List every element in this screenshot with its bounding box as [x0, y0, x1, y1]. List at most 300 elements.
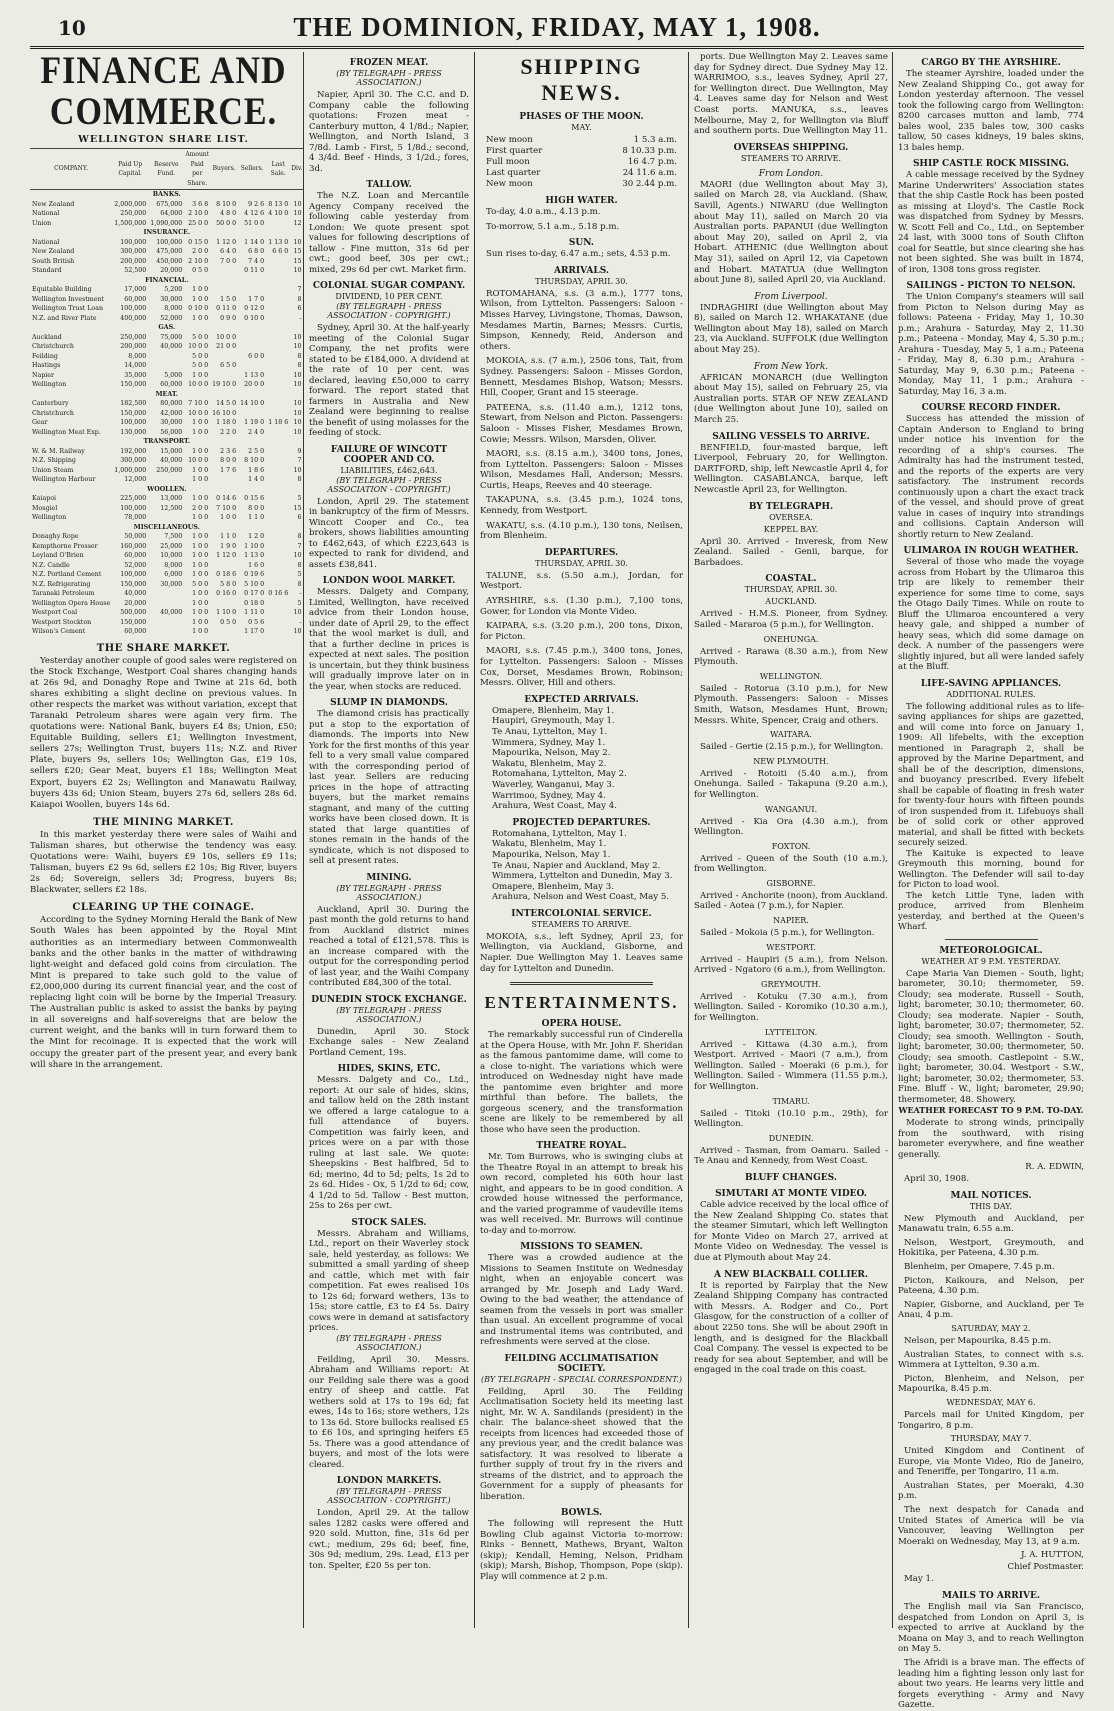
- share-cell: [266, 409, 290, 419]
- share-cell: 250,000: [120, 333, 147, 341]
- share-cell: 8 0 0: [220, 457, 237, 464]
- share-cell: 4 8 0: [220, 210, 237, 217]
- from-newyork-head: From New York.: [753, 361, 829, 372]
- london-markets-head: LONDON MARKETS.: [336, 1476, 442, 1486]
- bowls-head: BOWLS.: [560, 1508, 603, 1519]
- share-cell: 10: [293, 419, 302, 426]
- coinage-text: According to the Sydney Morning Herald the Bank of New South Wales has been appointed by the Royal Mint authorities as an intermediary between Commonwealth banks and the other banks in the matter of withdrawing light-weight and defaced gold coins from circulation. The Mint is prepared to take such gold to the value of £2,000,000 during its current financial year, and the cost of replacing light coin will be borne by the Imperial Treasury. The Australian public is asked to assist the banks by paying in all sovereigns and half-sovereigns that are below the current weight, and the banks will in turn forward them to the Mint for recoinage. It is expected that the work will occupy the greater part of the present year, and every bank will share in the arrangement.: [30, 915, 297, 1070]
- share-row: [30, 371, 304, 381]
- share-cell: 1 2 0: [248, 533, 265, 540]
- projected-departure-entry: Rotomahana, Lyttelton, May 1.: [492, 828, 627, 839]
- share-cell: Canterbury: [32, 400, 69, 407]
- acclimatisation-caption: (BY TELEGRAPH - SPECIAL CORRESPONDENT.): [480, 1374, 683, 1384]
- share-cell: 8 10 0: [244, 457, 265, 464]
- forecast-text: Moderate to strong winds, principally from the southward, with rising barometer everywhere, and fine weather generally.: [898, 1118, 1084, 1160]
- finance-section-title: FINANCE AND COMMERCE.: [40, 49, 287, 134]
- share-cell: [238, 361, 266, 371]
- tallow-text: The N.Z. Loan and Mercantile Agency Company received the following cable yesterday from London: We quote present spot values for following descriptions of tallow - Fine mutton, 31s 6d per cwt.; good beef, 30s per cwt.; mixed, 29s 6d per cwt. Market firm.: [309, 191, 469, 275]
- share-cell: 60,000: [160, 381, 183, 388]
- share-cell: [266, 551, 290, 561]
- port-name: TIMARU.: [772, 1096, 810, 1106]
- share-cell: 675,000: [156, 200, 183, 208]
- share-cell: 1 0 0: [192, 609, 209, 616]
- port-name: WANGANUI.: [764, 804, 818, 814]
- share-cell: 4 10 0: [268, 210, 289, 217]
- afridi-text: The Afridi is a brave man. The effects of leading him a fighting lesson only last for about two years. He learns very little and forgets everything - Army and Navy Gazette.: [898, 1658, 1084, 1711]
- weather-subhead: WEATHER AT 9 P.M. YESTERDAY.: [921, 956, 1061, 966]
- share-cell: 10 0 0: [216, 333, 237, 341]
- share-cell: 200,000: [120, 257, 147, 265]
- overseas-shipping-column: [694, 52, 888, 1630]
- share-cell: 500,000: [120, 609, 147, 616]
- share-cell: 20 0 0: [244, 381, 265, 388]
- port-report: Sailed - Titoki (10.10 p.m., 29th), for Wellington.: [694, 1108, 888, 1130]
- share-cell: 2 4 0: [248, 428, 265, 436]
- port-name: WAITARA.: [770, 730, 812, 740]
- blackball-collier-head: A NEW BLACKBALL COLLIER.: [713, 1269, 869, 1280]
- share-cell: 300,000: [120, 457, 147, 464]
- share-cell: 8: [297, 352, 302, 360]
- share-cell: [266, 580, 290, 590]
- share-cell: 10: [293, 333, 302, 341]
- share-cell: [266, 304, 290, 314]
- arrivals-head: ARRIVALS.: [553, 265, 610, 276]
- share-cell: 10: [293, 466, 302, 474]
- share-cell: [266, 608, 290, 618]
- share-cell: 1 10 0: [216, 609, 237, 616]
- mail-today-list: [898, 1214, 1084, 1321]
- share-row: [30, 618, 304, 628]
- shipping-news-title: SHIPPING NEWS.: [520, 54, 643, 105]
- share-cell: 10: [293, 409, 302, 417]
- share-cell: 30,000: [160, 580, 183, 588]
- high-water-today: To-day, 4.0 a.m., 4.13 p.m.: [486, 207, 601, 217]
- share-cell: Taranaki Petroleum: [32, 590, 95, 597]
- share-cell: 5 0 0: [192, 362, 209, 369]
- moon-phase-label: Full moon: [486, 157, 530, 167]
- share-cell: 0 5 0: [192, 267, 209, 274]
- share-cell: 5 0 0: [192, 580, 209, 588]
- share-cell: 8,000: [164, 305, 183, 312]
- sun-text: Sun rises to-day, 6.47 a.m.; sets, 4.53 p.m.: [486, 249, 671, 260]
- port-report: Arrived - H.M.S. Pioneer, from Sydney. Sailed - Mararoa (5 p.m.), for Wellington.: [694, 609, 888, 630]
- london-wool-text: Messrs. Dalgety and Company, Limited, Wellington, have received advice from their London house, under date of April 29, to the effect that the wool market is dull, and that a further decline in prices is expected at next sales. The position is uncertain, but they think business will gradually improve later on in the year, when stocks are reduced.: [309, 587, 469, 692]
- share-cell: 20,000: [160, 267, 183, 274]
- share-cell: [210, 475, 238, 485]
- coastal-head: COASTAL.: [765, 574, 817, 585]
- share-cell: 8,000: [164, 561, 183, 569]
- entertainment-shipping-column: [480, 52, 683, 1630]
- share-cell: 100,000: [120, 419, 147, 426]
- frozen-meat-caption: (BY TELEGRAPH - PRESS ASSOCIATION.): [336, 69, 442, 87]
- share-cell: 1 17 0: [244, 628, 265, 635]
- mail-entry: Australian States, to connect with s.s. Wimmera at Lyttelton, 9.30 a.m.: [898, 1349, 1084, 1371]
- share-column-header: Div.: [290, 149, 303, 190]
- dunedin-caption: (BY TELEGRAPH - PRESS ASSOCIATION.): [336, 1005, 442, 1024]
- moon-phases-list: [480, 135, 683, 190]
- overseas-shipping-head: OVERSEAS SHIPPING.: [733, 142, 849, 153]
- page-number: 10: [58, 16, 86, 40]
- share-cell: 5 8 0: [220, 580, 237, 588]
- share-cell: [238, 285, 266, 295]
- share-cell: 475,000: [156, 248, 183, 255]
- share-cell: 50 0 0: [216, 219, 237, 227]
- share-cell: 1 7 0: [248, 295, 265, 303]
- mails-to-arrive-head: MAILS TO ARRIVE.: [942, 1591, 1040, 1602]
- intercolonial-subhead: STEAMERS TO ARRIVE.: [531, 919, 632, 929]
- share-cell: 1 0 0: [192, 599, 209, 607]
- share-row: [30, 333, 304, 343]
- share-cell: 1 11 0: [244, 609, 265, 616]
- diamonds-text: The diamond crisis has practically put a stop to the exportation of diamonds. The imports into New York for the first months of this year fell to a very small value compared with the corresponding period of last year. Sellers are reducing prices in the hope of attracting buyers, but the market remains stagnant, and many of the cutting works have been closed down. It is stated that large quantities of stones remain in the hands of the syndicate, which is not disposed to sell at present rates.: [309, 709, 469, 866]
- port-report: Sailed - Gertie (2.15 p.m.), for Wellington.: [700, 742, 884, 753]
- port-report: Arrived - Kotuku (7.30 a.m.), from Wellington. Sailed - Koromiko (10.30 a.m.), for Wellington.: [694, 991, 888, 1024]
- share-row: [30, 428, 304, 438]
- sugar-caption: (BY TELEGRAPH - PRESS ASSOCIATION - COPYRIGHT.): [327, 302, 451, 320]
- share-cell: 150,000: [120, 618, 147, 626]
- expected-arrival-entry: Mapourika, Nelson, May 2.: [492, 748, 611, 759]
- share-cell: 5 0 0: [192, 352, 209, 360]
- share-cell: [148, 475, 184, 485]
- share-cell: Wellington Meat Exp.: [32, 428, 101, 436]
- share-cell: [266, 599, 290, 609]
- london-markets-caption: (BY TELEGRAPH - PRESS ASSOCIATION - COPYRIGHT.): [327, 1487, 451, 1505]
- port-name: AUCKLAND.: [765, 597, 817, 607]
- arrival-entry: MAORI, s.s. (8.15 a.m.), 3400 tons, Jones, from Lyttelton. Passengers: Saloon - Misses Wilson, Mesdames Hall, Anderson; Messrs. Curtis, Heaps, Reeves and 40 steerage.: [480, 449, 683, 491]
- share-cell: New Zealand: [32, 248, 75, 255]
- share-cell: Gear: [32, 419, 48, 426]
- share-cell: [266, 475, 290, 485]
- share-cell: 9: [297, 447, 302, 455]
- share-market-text: Yesterday another couple of good sales were registered on the Stock Exchange, Westport Coal shares changing hands at 26s 9d, and Donaghy Rope and Twine at 21s 6d, both shares exhibiting a slight decline on previous values. In other respects the market was without variation, except that Taranaki Petroleum shares were again very firm. The quotations were: National Bank, buyers £4 8s; Union, £50; Equitable Building, sellers £1; Wellington Investment, sellers 27s; Wellington Trust, buyers 11s; N.Z. and River Plate, buyers 9s, sellers 10s; Wellington Gas, £19 10s, sellers £20; Gear Meat, buyers £1 18s; Wellington Meat Export, buyers £2 2s; Wellington and Manawatu Railway, buyers 43s 6d; Union Steam, buyers 27s 6d, sellers 28s 6d. Kaiapoi Woollen, buyers 14s 6d.: [30, 655, 297, 810]
- expected-arrival-entry: Te Anau, Lyttelton, May 1.: [492, 726, 608, 737]
- arrival-entry: WAKATU, s.s. (4.10 p.m.), 130 tons, Neilsen, from Blenheim.: [480, 520, 683, 542]
- moon-phase-value: 8 10.33 p.m.: [622, 146, 677, 156]
- share-cell: Wilson's Cement: [32, 628, 86, 635]
- share-row: [30, 570, 304, 580]
- coastal-date: THURSDAY, APRIL 30.: [744, 585, 838, 595]
- share-cell: -: [299, 314, 302, 322]
- share-cell: 6 4 0: [220, 248, 237, 255]
- share-cell: 7: [297, 542, 302, 550]
- share-cell: [148, 627, 184, 637]
- tallow-head: TALLOW.: [366, 180, 412, 190]
- share-column-header: Last Sale.: [266, 149, 290, 190]
- little-tyne-text: The ketch Little Tyne, laden with produce, arrived from Blenheim yesterday, and berthed at the Queen's Wharf.: [898, 890, 1084, 932]
- share-cell: Union Steam: [32, 466, 74, 474]
- share-cell: 0 17 0: [244, 590, 265, 597]
- share-cell: 400,000: [120, 314, 147, 322]
- kaituke-text: The Kaituke is expected to leave Greymouth this morning, bound for Wellington. The Defender will sail to-day for Picton to load wool.: [898, 848, 1084, 890]
- share-cell: 8: [297, 561, 302, 569]
- share-cell: [266, 361, 290, 371]
- port-report: Arrived - Rarawa (8.30 a.m.), from New Plymouth.: [694, 646, 888, 668]
- share-cell: 0 19 6: [244, 571, 265, 578]
- mining-text: Auckland, April 30. During the past month the gold returns to hand from Auckland district mines reached a total of £121,578. This is an increase compared with the output for the corresponding period of last year, and the Waihi Company contributed £84,300 of the total.: [309, 904, 469, 988]
- share-cell: 2 5 0: [248, 447, 265, 455]
- share-cell: [266, 295, 290, 305]
- share-cell: 1 0 0: [192, 628, 209, 635]
- share-row: [30, 399, 304, 409]
- mail-entry: Australian States, per Moeraki, 4.30 p.m.: [898, 1480, 1084, 1502]
- share-cell: [210, 599, 238, 609]
- share-cell: 1 0 0: [192, 495, 209, 502]
- share-cell: 0 10 0: [188, 305, 209, 312]
- share-cell: N.Z. Candle: [32, 561, 70, 569]
- arrival-entry: PATEENA, s.s. (11.40 a.m.), 1212 tons, Stewart, from Nelson and Picton. Passengers: Saloon - Misses Fisher, Mesdames Brown, Cowie; Messrs. Wilson, Marsden, Oliver.: [480, 402, 683, 445]
- share-cell: 8 10 0: [216, 200, 237, 208]
- mail-date: May 1.: [904, 1574, 934, 1585]
- failure-caption: (BY TELEGRAPH - PRESS ASSOCIATION - COPYRIGHT.): [327, 475, 451, 494]
- share-cell: 0 15 0: [188, 238, 209, 246]
- share-cell: 1 13 0: [268, 238, 289, 246]
- failure-head: FAILURE OF WINCOTT COOPER AND CO.: [330, 444, 448, 465]
- share-cell: 0 11 0: [244, 267, 265, 274]
- expected-arrival-entry: Wakatu, Blenheim, May 2.: [492, 758, 607, 769]
- postmaster-title: Chief Postmaster.: [1007, 1562, 1084, 1573]
- mining-head: MINING.: [366, 872, 412, 883]
- london-vessels-text: MAORI (due Wellington about May 3), sailed on March 28, via Auckland. (Shaw, Savill, Agents.) NIWARU (due Wellington about May 11), sailed on March 20 via Australian ports. PAPANUI (due Wellington about May 20), sailed on April 2, via Hobart. ATHENIC (due Wellington about May 31), sailed on April 12, via Capetown and Hobart. MATATUA (due Wellington about June 8), sailed April 20, via Auckland.: [694, 179, 888, 286]
- moon-phase-row: [480, 146, 683, 157]
- expected-arrival-entry: Arahura, West Coast, May 4.: [492, 801, 617, 812]
- mails-to-arrive-text: The English mail via San Francisco, despatched from London on April 3, is expected to arrive at Auckland by the Moana on May 3, and to reach Wellington on May 5.: [898, 1602, 1084, 1655]
- share-cell: [210, 561, 238, 571]
- high-water-head: HIGH WATER.: [545, 196, 618, 206]
- share-group-row: [30, 190, 304, 200]
- share-cell: South British: [32, 257, 75, 265]
- share-row: [30, 589, 304, 599]
- share-row: [30, 295, 304, 305]
- feilding-caption: (BY TELEGRAPH - PRESS ASSOCIATION.): [336, 1333, 442, 1352]
- port-report: Arrived - Anchorite (noon), from Auckland. Sailed - Aotea (7 p.m.), for Napier.: [694, 890, 888, 912]
- missions-head: MISSIONS TO SEAMEN.: [520, 1242, 643, 1253]
- share-cell: -: [299, 590, 302, 597]
- share-cell: 14 5 0: [216, 400, 237, 407]
- share-cell: [266, 352, 290, 362]
- share-cell: Wellington: [32, 381, 67, 388]
- share-row: [30, 504, 304, 514]
- share-list-table: [30, 148, 304, 637]
- share-column-header: Amount Paid per Share.: [184, 149, 210, 190]
- section-divider: [945, 939, 1038, 940]
- bowls-text: The following will represent the Hutt Bowling Club against Victoria to-morrow: Rinks - Bennett, Mathews, Bryant, Walton (skip); Kendall, Heming, Nelson, Pridham (skip); Marsh, Bishop, Thompson, Pope (skip). Play will commence at 2 p.m.: [480, 1519, 683, 1582]
- coastal-ports-list: [694, 597, 888, 1167]
- share-cell: [148, 589, 184, 599]
- share-cell: 1 0 0: [192, 419, 209, 426]
- ayrshire-cargo-text: The steamer Ayrshire, loaded under the New Zealand Shipping Co., got away for London yesterday afternoon. The vessel took the following cargo from Wellington: 8200 carcases mutton and lamb, 774 bales wool, 235 bales tow, 300 casks tallow, 50 cases kidneys, 19 bales skins, 13 bales hemp.: [898, 69, 1084, 153]
- share-cell: [266, 494, 290, 504]
- port-name: WELLINGTON.: [759, 671, 823, 681]
- share-row: [30, 304, 304, 314]
- share-cell: Union: [32, 219, 52, 227]
- london-markets-text: London, April 29. At the tallow sales 1282 casks were offered and 920 sold. Mutton, fine, 31s 6d per cwt.; medium, 29s 6d; beef, fine, 30s 9d; medium, 29s. Lead, £13 per ton. Spelter, £20 5s per ton.: [309, 1508, 469, 1571]
- share-cell: 25 0 0: [188, 219, 209, 227]
- moon-phases-head: PHASES OF THE MOON.: [519, 112, 644, 122]
- share-row: [30, 342, 304, 352]
- share-cell: 6 8 0: [248, 248, 265, 255]
- diamonds-head: SLUMP IN DIAMONDS.: [330, 698, 448, 708]
- share-cell: 8: [297, 533, 302, 540]
- share-cell: National: [32, 238, 60, 246]
- liverpool-vessels-text: INDRAGHIRI (due Wellington about May 8), sailed on March 12. WHAKATANE (due Wellington about May 18), sailed on March 23, via Auckland. SUFFOLK (due Wellington about May 25).: [694, 302, 888, 356]
- share-cell: 1 0 0: [192, 476, 209, 483]
- share-cell: 15: [293, 248, 302, 255]
- share-cell: 5 10 0: [244, 580, 265, 588]
- share-group-row: [30, 523, 304, 533]
- share-cell: Auckland: [32, 333, 62, 341]
- share-cell: Equitable Building: [32, 286, 92, 293]
- share-cell: [148, 361, 184, 371]
- share-cell: 8,000: [128, 352, 147, 360]
- sugar-subhead: DIVIDEND, 10 PER CENT.: [335, 292, 443, 301]
- share-cell: 0 12 0: [244, 305, 265, 312]
- share-cell: 4 12 6: [244, 210, 265, 217]
- departure-entry: MAORI, s.s. (7.45 p.m.), 3400 tons, Jones, for Lyttelton. Passengers: Saloon - Misses Cox, Dorset, Mesdames Brown, Robinson; Messrs. Oliver, Hill and others.: [480, 646, 683, 689]
- share-cell: 6: [297, 305, 302, 312]
- mail-entry: Picton, Kaikoura, and Nelson, per Pateena, 4.30 p.m.: [898, 1275, 1084, 1297]
- departures-head: DEPARTURES.: [544, 547, 619, 558]
- share-cell: 6 6 0: [272, 248, 289, 255]
- share-row: [30, 361, 304, 371]
- share-cell: 5 0 0: [192, 333, 209, 341]
- monte-video-text: Cable advice received by the local office of the New Zealand Shipping Co. states that the steamer Simutari, which left Wellington for Monte Video on March 27, arrived at Monte Video on Wednesday. The vessel is due at Plymouth about May 24.: [694, 1199, 888, 1263]
- share-cell: 10: [293, 238, 302, 246]
- share-cell: [266, 371, 290, 381]
- moon-phase-value: 16 4.7 p.m.: [627, 157, 677, 167]
- share-cell: 7,500: [164, 533, 183, 540]
- share-cell: 0 10 0: [244, 314, 265, 322]
- share-cell: 1 8 6: [248, 466, 265, 474]
- share-group-row: [30, 437, 304, 447]
- share-cell: 0 5 6: [248, 618, 265, 626]
- share-cell: 1 0 0: [192, 571, 209, 578]
- share-cell: Wellington Opera House: [32, 599, 111, 607]
- share-cell: 2 2 0: [220, 428, 237, 436]
- port-name: LYTTELTON.: [764, 1027, 818, 1037]
- oversea-head: OVERSEA.: [769, 512, 813, 522]
- share-cell: 10: [293, 210, 302, 217]
- feilding-sale-text: Feilding, April 30. Messrs. Abraham and Williams report: At our Feilding sale there was a good entry of sheep and cattle. Fat wethers sold at 17s to 19s 6d; fat ewes, 14s to 16s; store wethers, 12s to 13s 6d. Store bullocks realised £5 to £6 10s, and springing heifers £5 5s. There was a good attendance of buyers, and most of the lots were cleared.: [309, 1354, 469, 1470]
- share-cell: 52,500: [124, 267, 147, 274]
- expected-arrival-entry: Warrimoo, Sydney, May 4.: [492, 790, 606, 801]
- share-cell: [266, 219, 290, 229]
- acclimatisation-head: FEILDING ACCLIMATISATION SOCIETY.: [504, 1353, 659, 1374]
- sugar-text: Sydney, April 30. At the half-yearly meeting of the Colonial Sugar Company, the net profits were stated to be £184,000. A dividend at the rate of 10 per cent. was declared, leaving £50,000 to carry forward. The report stated that farmers in Australia and New Zealand were beginning to realise the benefit of using molasses for the feeding of stock.: [309, 323, 469, 438]
- projected-departure-entry: Te Anau, Napier and Auckland, May 2.: [492, 860, 661, 871]
- mail-entry: Napier, Gisborne, and Auckland, per Te Anau, 4 p.m.: [898, 1299, 1084, 1321]
- share-cell: 19 10 0: [212, 381, 237, 388]
- share-cell: 3 6 8: [192, 200, 209, 208]
- moon-month: MAY.: [571, 123, 592, 132]
- port-report: Arrived - Haupiri (5 a.m.), from Nelson. Arrived - Ngatoro (6 a.m.), from Wellington.: [694, 954, 888, 976]
- share-cell: [266, 570, 290, 580]
- stock-sales-text: Messrs. Abraham and Williams, Ltd., report on their Waverley stock sale, held yesterday, as follows: We submitted a small yarding of sheep and cattle, which met with fair competition. Fat ewes realised 10s to 12s 6d; forward wethers, 13s to 15s; store cattle, £3 to £4 5s. Dairy cows were in demand at satisfactory prices.: [309, 1228, 469, 1333]
- arrival-entry: TAKAPUNA, s.s. (3.45 p.m.), 1024 tons, Kennedy, from Westport.: [480, 495, 683, 517]
- share-cell: [148, 513, 184, 523]
- share-row: [30, 352, 304, 362]
- share-cell: 1 0 0: [192, 561, 209, 569]
- share-cell: 40,000: [160, 343, 183, 350]
- intercolonial-head: INTERCOLONIAL SERVICE.: [511, 908, 652, 919]
- share-cell: [266, 342, 290, 352]
- share-cell: [266, 333, 290, 343]
- share-cell: 150,000: [120, 409, 147, 417]
- arrivals-list: [480, 289, 683, 542]
- share-cell: 10: [293, 609, 302, 616]
- share-cell: 100,000: [156, 238, 183, 246]
- column-rule: [688, 52, 689, 1628]
- share-row: [30, 532, 304, 542]
- port-report: Sailed - Rotorua (3.10 p.m.), for New Plymouth. Passengers: Saloon - Misses Smith, Watson, Mesdames Hunt, Brown; Messrs. White, Spencer, Craig and others.: [694, 683, 888, 726]
- share-cell: 16 10 0: [212, 409, 237, 417]
- share-cell: 1 10 0: [244, 542, 265, 550]
- mail-entry: Parcels mail for United Kingdom, per Tongariro, 8 p.m.: [898, 1409, 1084, 1431]
- share-cell: [266, 513, 290, 523]
- share-cell: 80,000: [160, 400, 183, 407]
- share-cell: 10: [293, 267, 302, 274]
- share-group-row: [30, 390, 304, 400]
- mail-saturday-list: [898, 1336, 1084, 1395]
- share-cell: 1 0 0: [192, 428, 209, 436]
- port-name: ONEHUNGA.: [763, 634, 819, 644]
- mail-entry: Nelson, Westport, Greymouth, and Hokitika, per Pateena, 4.30 p.m.: [898, 1237, 1084, 1259]
- share-row: [30, 257, 304, 267]
- share-cell: 7: [297, 457, 302, 464]
- share-column-header: Paid Up Capital.: [112, 149, 148, 190]
- share-cell: [266, 266, 290, 276]
- theatre-royal-head: THEATRE ROYAL.: [536, 1141, 627, 1152]
- port-name: FOXTON.: [771, 841, 811, 851]
- share-group-row: [30, 228, 304, 238]
- share-cell: 6 0 0: [248, 352, 265, 360]
- share-cell: 8: [297, 476, 302, 483]
- moon-phase-value: 24 11.6 a.m.: [622, 168, 677, 178]
- share-cell: 1 12 0: [216, 552, 237, 559]
- share-row: [30, 219, 304, 229]
- mining-market-text: In this market yesterday there were sales of Waihi and Talisman shares, but otherwise the tendency was easy. Quotations were: Waihi, buyers £9 10s, sellers £9 11s; Talisman, buyers £2 9s 6d, sellers £2 10s; Big River, buyers 2s 6d; Sovereign, sellers 3d; Progress, buyers 8s; Blackwater, sellers £2 18s.: [30, 829, 297, 896]
- share-cell: 9 2 6: [248, 200, 265, 208]
- share-row: [30, 542, 304, 552]
- share-cell: 2,000,000: [114, 200, 147, 208]
- share-cell: [266, 447, 290, 457]
- share-cell: N.Z. and River Plate: [32, 314, 97, 322]
- share-cell: 52,000: [124, 561, 147, 569]
- share-cell: Kempthorne Prosser: [32, 542, 98, 550]
- share-cell: 30,000: [160, 295, 183, 303]
- share-cell: 1 0 0: [192, 314, 209, 322]
- share-cell: 12: [293, 219, 302, 227]
- share-cell: [266, 314, 290, 324]
- share-cell: 30,000: [160, 419, 183, 426]
- moon-phase-row: [480, 179, 683, 190]
- share-row: [30, 551, 304, 561]
- paper-title: THE DOMINION, FRIDAY, MAY 1, 1908.: [293, 12, 821, 42]
- sun-head: SUN.: [568, 238, 595, 249]
- share-group-row: [30, 485, 304, 495]
- from-london-head: From London.: [758, 168, 824, 179]
- share-cell: 12,500: [160, 504, 183, 512]
- share-cell: N.Z. Portland Cement: [32, 571, 102, 578]
- share-cell: Wellington Harbour: [32, 476, 96, 483]
- share-cell: Westport Stockton: [32, 618, 92, 626]
- share-cell: National: [32, 210, 60, 217]
- share-cell: [210, 285, 238, 295]
- share-row: [30, 475, 304, 485]
- from-liverpool-head: From Liverpool.: [754, 291, 828, 302]
- share-cell: 2 0 0: [192, 504, 209, 512]
- share-row: [30, 209, 304, 219]
- share-cell: 1 0 0: [192, 447, 209, 455]
